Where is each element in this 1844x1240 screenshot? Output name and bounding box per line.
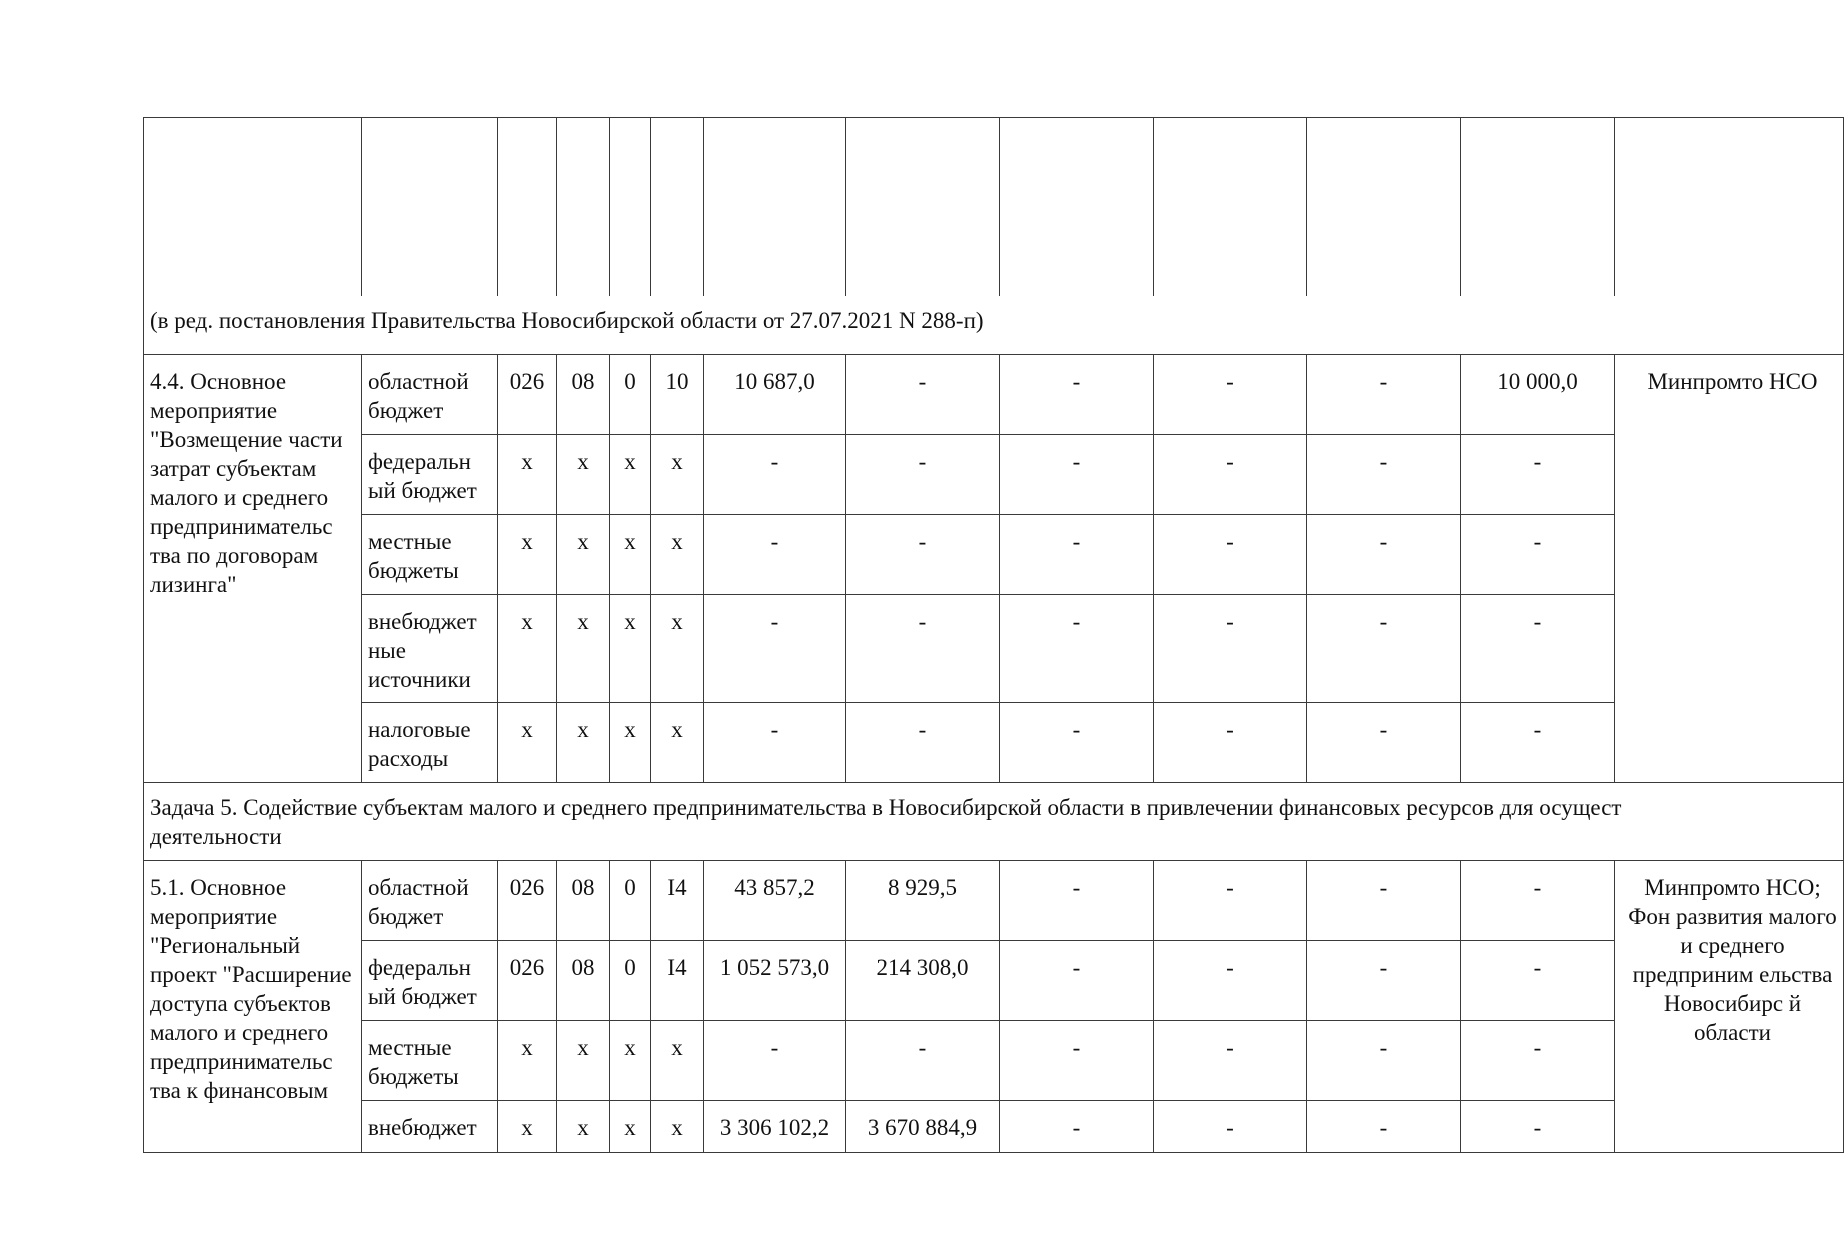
blank-cell: [1307, 118, 1461, 297]
value-cell: -: [1154, 435, 1307, 515]
code-cell: x: [651, 703, 704, 783]
blank-cell: [1461, 118, 1615, 297]
value-cell: -: [1000, 595, 1154, 703]
code-cell: x: [651, 1021, 704, 1101]
code-cell: I4: [651, 861, 704, 941]
code-cell: x: [651, 435, 704, 515]
code-cell: 10: [651, 355, 704, 435]
value-cell: -: [1307, 1101, 1461, 1153]
value-cell: -: [704, 703, 846, 783]
funding-source: федеральн ый бюджет: [362, 435, 498, 515]
value-cell: -: [1461, 595, 1615, 703]
value-cell: -: [704, 435, 846, 515]
funding-source: федеральн ый бюджет: [362, 941, 498, 1021]
funding-source: местные бюджеты: [362, 1021, 498, 1101]
funding-source: областной бюджет: [362, 861, 498, 941]
value-cell: -: [1154, 595, 1307, 703]
value-cell: -: [1154, 703, 1307, 783]
blank-cell: [1154, 118, 1307, 297]
table-row: [144, 703, 1844, 783]
value-cell: 43 857,2: [704, 861, 846, 941]
value-cell: -: [1000, 355, 1154, 435]
code-cell: x: [498, 435, 557, 515]
value-cell: -: [1000, 941, 1154, 1021]
table-row: [144, 595, 1844, 703]
amendment-row: [144, 296, 1844, 355]
value-cell: -: [1461, 941, 1615, 1021]
code-cell: I4: [651, 941, 704, 1021]
funding-source: областной бюджет: [362, 355, 498, 435]
code-cell: 08: [557, 941, 610, 1021]
value-cell: -: [1154, 861, 1307, 941]
measure-title: 4.4. Основное мероприятие "Возмещение части затрат субъектам малого и среднего предпринимательс тва по договорам лизинга": [144, 355, 362, 783]
value-cell: 214 308,0: [846, 941, 1000, 1021]
value-cell: -: [1461, 703, 1615, 783]
code-cell: 026: [498, 861, 557, 941]
blank-cell: [362, 118, 498, 297]
code-cell: x: [651, 515, 704, 595]
code-cell: 0: [610, 861, 651, 941]
code-cell: 0: [610, 941, 651, 1021]
value-cell: 3 670 884,9: [846, 1101, 1000, 1153]
code-cell: x: [557, 1101, 610, 1153]
value-cell: -: [846, 355, 1000, 435]
value-cell: -: [1154, 355, 1307, 435]
funding-source: внебюджет: [362, 1101, 498, 1153]
value-cell: -: [1307, 595, 1461, 703]
code-cell: x: [610, 1021, 651, 1101]
blank-cell: [557, 118, 610, 297]
value-cell: -: [1000, 435, 1154, 515]
value-cell: -: [1307, 703, 1461, 783]
table-row: [144, 941, 1844, 1021]
value-cell: -: [846, 1021, 1000, 1101]
blank-cell: [610, 118, 651, 297]
code-cell: 026: [498, 941, 557, 1021]
value-cell: -: [1307, 515, 1461, 595]
executor-cell: Минпромто НСО; Фон развития малого и среднего предприним ельства Новосибирс й области: [1615, 861, 1844, 1153]
code-cell: x: [557, 515, 610, 595]
value-cell: -: [846, 703, 1000, 783]
code-cell: x: [557, 435, 610, 515]
value-cell: -: [704, 1021, 846, 1101]
code-cell: x: [610, 435, 651, 515]
table-row: [144, 355, 1844, 435]
value-cell: -: [1154, 941, 1307, 1021]
blank-cell: [651, 118, 704, 297]
funding-source: местные бюджеты: [362, 515, 498, 595]
table-row: [144, 1021, 1844, 1101]
measure-title: 5.1. Основное мероприятие "Региональный проект "Расширение доступа субъектов малого и среднего предпринимательс тва к финансовым: [144, 861, 362, 1153]
value-cell: -: [1000, 1021, 1154, 1101]
value-cell: -: [1307, 861, 1461, 941]
value-cell: -: [1307, 355, 1461, 435]
value-cell: -: [846, 435, 1000, 515]
table-row: [144, 861, 1844, 941]
value-cell: -: [1000, 861, 1154, 941]
code-cell: x: [498, 1021, 557, 1101]
value-cell: -: [846, 515, 1000, 595]
blank-cell: [704, 118, 846, 297]
code-cell: x: [610, 515, 651, 595]
blank-cell: [144, 118, 362, 297]
executor-cell: Минпромто НСО: [1615, 355, 1844, 783]
code-cell: x: [498, 515, 557, 595]
value-cell: -: [1461, 1101, 1615, 1153]
value-cell: -: [1307, 435, 1461, 515]
task-heading-line: деятельности: [150, 824, 282, 849]
value-cell: -: [704, 595, 846, 703]
value-cell: -: [1461, 435, 1615, 515]
value-cell: 3 306 102,2: [704, 1101, 846, 1153]
code-cell: x: [498, 595, 557, 703]
code-cell: 0: [610, 355, 651, 435]
blank-cell: [498, 118, 557, 297]
funding-source: внебюджет ные источники: [362, 595, 498, 703]
value-cell: -: [1154, 515, 1307, 595]
blank-cell: [1615, 118, 1844, 297]
value-cell: 1 052 573,0: [704, 941, 846, 1021]
value-cell: -: [1307, 1021, 1461, 1101]
value-cell: -: [1000, 1101, 1154, 1153]
value-cell: -: [1154, 1021, 1307, 1101]
table-row: [144, 515, 1844, 595]
value-cell: -: [1154, 1101, 1307, 1153]
value-cell: -: [1000, 515, 1154, 595]
code-cell: x: [610, 595, 651, 703]
value-cell: 8 929,5: [846, 861, 1000, 941]
blank-cell: [846, 118, 1000, 297]
code-cell: 08: [557, 355, 610, 435]
code-cell: x: [498, 1101, 557, 1153]
code-cell: x: [557, 703, 610, 783]
table-row: [144, 435, 1844, 515]
code-cell: x: [557, 1021, 610, 1101]
value-cell: -: [704, 515, 846, 595]
budget-table: [143, 117, 1844, 1153]
code-cell: x: [651, 1101, 704, 1153]
code-cell: x: [557, 595, 610, 703]
value-cell: -: [1461, 1021, 1615, 1101]
task-row: [144, 783, 1844, 861]
task-heading-line: Задача 5. Содействие субъектам малого и среднего предпринимательства в Новосибирской области в привлечении финансовых ресурсов для осущест: [150, 795, 1622, 820]
code-cell: 026: [498, 355, 557, 435]
code-cell: x: [610, 703, 651, 783]
blank-cell: [1000, 118, 1154, 297]
value-cell: -: [1307, 941, 1461, 1021]
code-cell: 08: [557, 861, 610, 941]
amendment-note: (в ред. постановления Правительства Новосибирской области от 27.07.2021 N 288-п): [144, 296, 1844, 355]
value-cell: -: [1461, 515, 1615, 595]
value-cell: -: [846, 595, 1000, 703]
value-cell: 10 000,0: [1461, 355, 1615, 435]
value-cell: -: [1461, 861, 1615, 941]
code-cell: x: [651, 595, 704, 703]
code-cell: x: [610, 1101, 651, 1153]
table-row: [144, 1101, 1844, 1153]
task-heading: [144, 783, 1844, 861]
value-cell: 10 687,0: [704, 355, 846, 435]
code-cell: x: [498, 703, 557, 783]
value-cell: -: [1000, 703, 1154, 783]
funding-source: налоговые расходы: [362, 703, 498, 783]
header-continuation-row: [144, 118, 1844, 297]
